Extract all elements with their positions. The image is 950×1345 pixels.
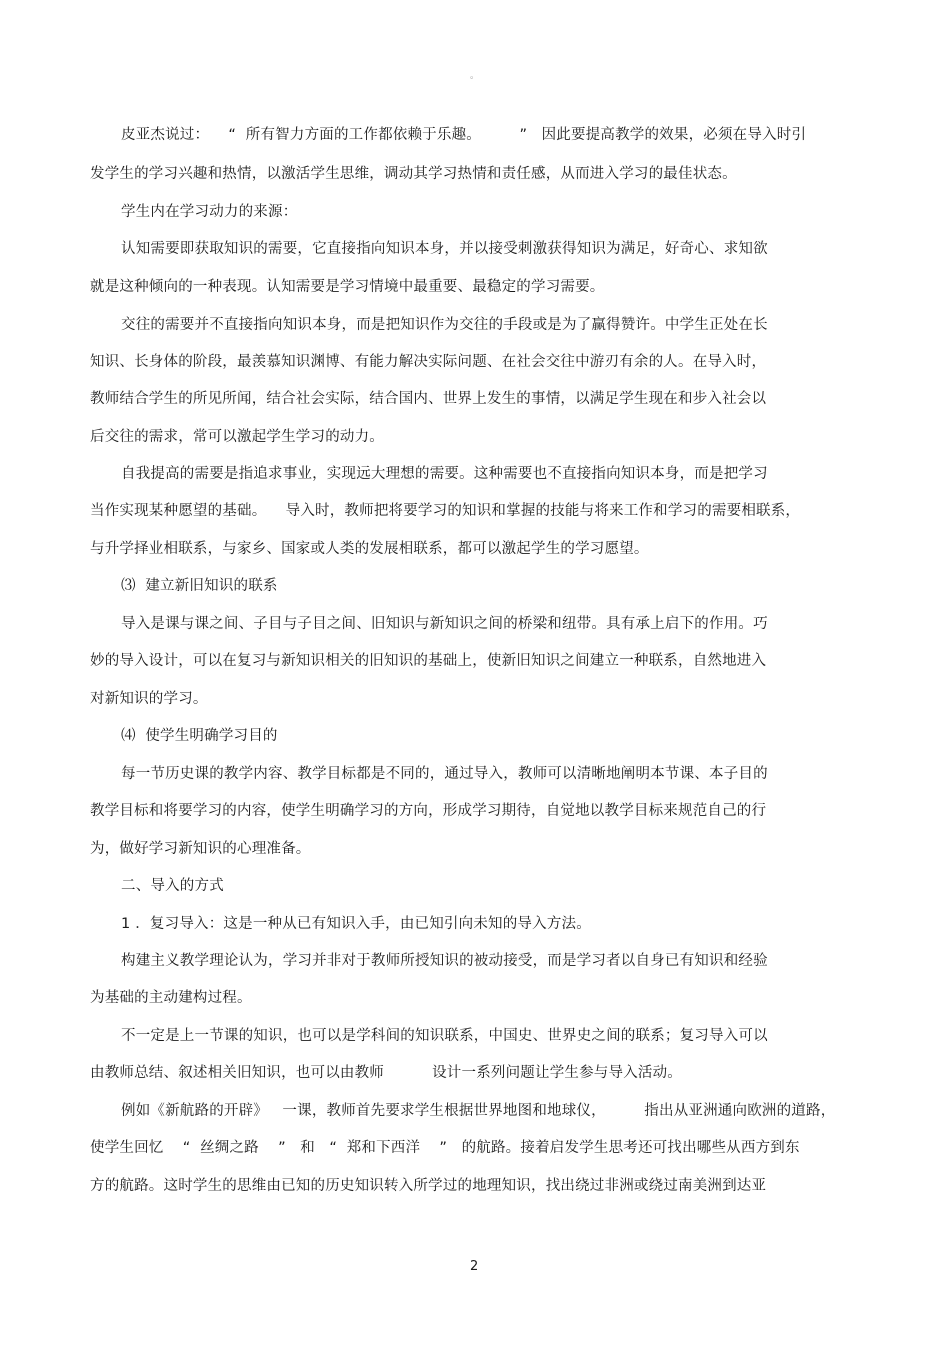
text-line: 交往的需要并不直接指向知识本身，而是把知识作为交往的手段或是为了赢得赞许。中学生正处在长	[121, 317, 768, 333]
text-line: 妙的导入设计，可以在复习与新知识相关的旧知识的基础上，使新旧知识之间建立一种联系，自然地进入	[90, 653, 767, 669]
text-line: 当作实现某种愿望的基础。 导入时，教师把将要学习的知识和掌握的技能与将来工作和学习的需要相联系，	[90, 503, 801, 519]
page-number: 2	[470, 1259, 479, 1274]
text-line: 学生内在学习动力的来源：	[121, 204, 298, 220]
header-mark: 。	[470, 71, 480, 81]
section-heading: ⑷ 使学生明确学习目的	[121, 728, 278, 744]
text-line: 每一节历史课的教学内容、教学目标都是不同的，通过导入，教师可以清晰地阐明本节课、本子目的	[121, 766, 768, 782]
text-line: 就是这种倾向的一种表现。认知需要是学习情境中最重要、最稳定的学习需要。	[90, 279, 605, 295]
text-line: 认知需要即获取知识的需要，它直接指向知识本身，并以接受刺激获得知识为满足，好奇心、求知欲	[121, 241, 768, 257]
text-line: 由教师总结、叙述相关旧知识，也可以由教师 设计一系列问题让学生参与导入活动。	[90, 1065, 682, 1081]
text-line: 知识、长身体的阶段，最羡慕知识渊博、有能力解决实际问题、在社会交往中游刃有余的人。在导入时，	[90, 354, 767, 370]
text-line: 自我提高的需要是指追求事业，实现远大理想的需要。这种需要也不直接指向知识本身，而是把学习	[121, 466, 768, 482]
text-line: 方的航路。这时学生的思维由已知的历史知识转入所学过的地理知识，找出绕过非洲或绕过南美洲到达亚	[90, 1178, 767, 1194]
text-line: 发学生的学习兴趣和热情，以激活学生思维，调动其学习热情和责任感，从而进入学习的最佳状态。	[90, 166, 737, 182]
text-line: 不一定是上一节课的知识，也可以是学科间的知识联系，中国史、世界史之间的联系；复习导入可以	[121, 1028, 768, 1044]
text-line: 为，做好学习新知识的心理准备。	[90, 841, 311, 857]
text-line: 使学生回忆 “ 丝绸之路 ” 和 “ 郑和下西洋 ” 的航路。接着启发学生思考还可找出哪些从西方到东	[90, 1140, 800, 1156]
text-line: 构建主义教学理论认为，学习并非对于教师所授知识的被动接受，而是学习者以自身已有知识和经验	[121, 953, 768, 969]
text-line: 对新知识的学习。	[90, 691, 208, 707]
text-line: 1 ．复习导入：这是一种从已有知识入手，由已知引向未知的导入方法。	[121, 916, 591, 932]
text-line: 教学目标和将要学习的内容，使学生明确学习的方向，形成学习期待，自觉地以教学目标来规范自己的行	[90, 803, 767, 819]
text-line: 例如《新航路的开辟》 一课，教师首先要求学生根据世界地图和地球仪， 指出从亚洲通向欧洲的道路，	[121, 1103, 836, 1119]
text-line: 教师结合学生的所见所闻，结合社会实际，结合国内、世界上发生的事情，以满足学生现在和步入社会以	[90, 391, 767, 407]
text-line: 后交往的需求，常可以激起学生学习的动力。	[90, 429, 384, 445]
text-line: 与升学择业相联系，与家乡、国家或人类的发展相联系，都可以激起学生的学习愿望。	[90, 541, 649, 557]
text-line: 为基础的主动建构过程。	[90, 990, 252, 1006]
text-line: 导入是课与课之间、子目与子目之间、旧知识与新知识之间的桥梁和纽带。具有承上启下的作用。巧	[121, 616, 768, 632]
section-heading: 二、导入的方式	[121, 878, 224, 894]
text-line: 皮亚杰说过： “ 所有智力方面的工作都依赖于乐趣。 ” 因此要提高教学的效果，必须在导入时引	[121, 127, 807, 143]
section-heading: ⑶ 建立新旧知识的联系	[121, 578, 278, 594]
